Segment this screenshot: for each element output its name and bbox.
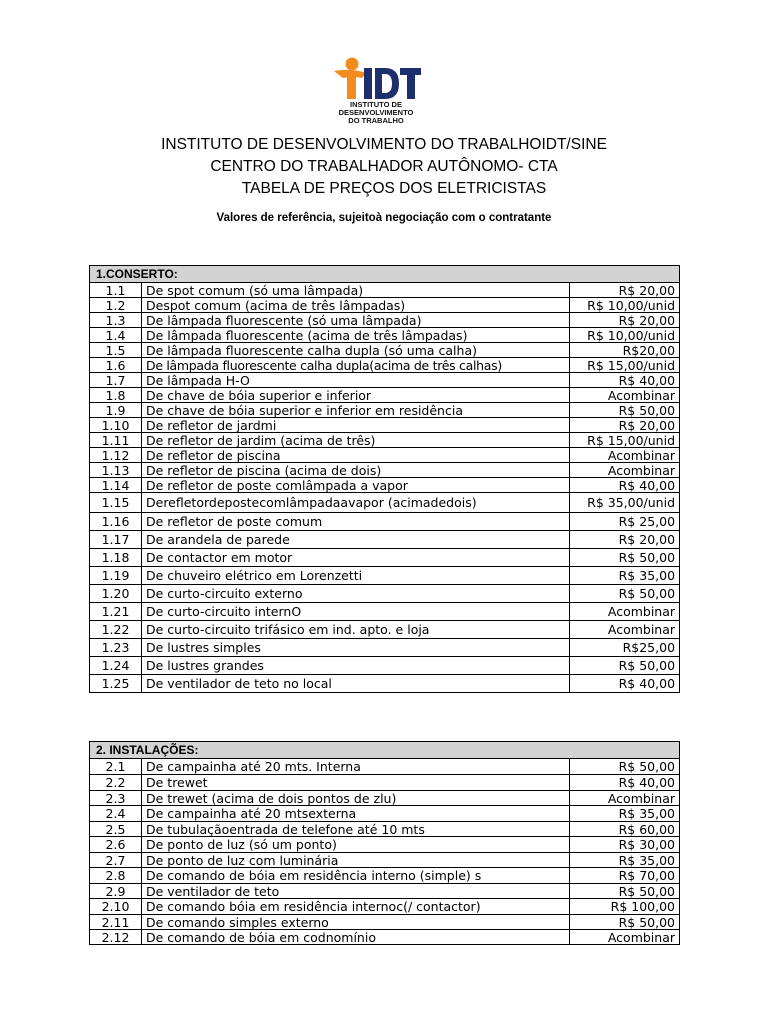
item-number: 1.25	[90, 675, 142, 693]
item-number: 2.8	[90, 868, 142, 884]
table-row	[90, 791, 680, 806]
item-price: R$ 20,00	[570, 313, 680, 328]
item-price: Acombinar	[570, 388, 680, 403]
item-description: De curto-circuito externo	[142, 585, 570, 603]
item-number: 2.11	[90, 915, 142, 930]
table-row	[90, 433, 680, 448]
table-row	[90, 567, 680, 585]
table-row	[90, 313, 680, 328]
table-row	[90, 621, 680, 639]
table-row	[90, 915, 680, 930]
item-number: 2.12	[90, 930, 142, 945]
item-price: R$ 35,00	[570, 567, 680, 585]
item-number: 2.5	[90, 822, 142, 837]
item-description: De lâmpada H-O	[142, 373, 570, 388]
item-price: R$ 15,00/unid	[570, 433, 680, 448]
item-number: 1.9	[90, 403, 142, 418]
logo-caption-line: INSTITUTO DE	[350, 100, 402, 109]
item-description: De chuveiro elétrico em Lorenzetti	[142, 567, 570, 585]
item-price: R$ 100,00	[570, 899, 680, 915]
item-description: De comando de bóia em residência interno (simple) s	[142, 868, 570, 884]
item-number: 1.17	[90, 531, 142, 549]
item-description: De ponto de luz (só um ponto)	[142, 837, 570, 853]
item-price: R$ 30,00	[570, 837, 680, 853]
item-price: R$ 15,00/unid	[570, 358, 680, 373]
table-row	[90, 388, 680, 403]
logo-letters-icon	[364, 68, 421, 99]
item-number: 1.6	[90, 358, 142, 373]
section-header-row	[90, 266, 680, 283]
item-number: 2.6	[90, 837, 142, 853]
item-price: Acombinar	[570, 448, 680, 463]
table-row	[90, 418, 680, 433]
item-price: R$ 35,00	[570, 853, 680, 868]
item-number: 1.2	[90, 298, 142, 313]
table-row	[90, 639, 680, 657]
item-price: R$ 40,00	[570, 373, 680, 388]
item-price: R$ 70,00	[570, 868, 680, 884]
item-number: 1.1	[90, 283, 142, 298]
item-description: De lustres grandes	[142, 657, 570, 675]
item-description: De comando simples externo	[142, 915, 570, 930]
item-description: De refletor de poste comlâmpada a vapor	[142, 478, 570, 493]
section-header-row	[90, 742, 680, 759]
item-number: 2.7	[90, 853, 142, 868]
item-price: R$ 50,00	[570, 657, 680, 675]
item-description: De refletor de piscina	[142, 448, 570, 463]
table-row	[90, 478, 680, 493]
item-description: De trewet	[142, 775, 570, 791]
item-price: R$ 40,00	[570, 775, 680, 791]
table-row	[90, 493, 680, 513]
item-number: 1.11	[90, 433, 142, 448]
item-number: 1.12	[90, 448, 142, 463]
item-number: 1.7	[90, 373, 142, 388]
reference-note: Valores de referência, sujeitoà negociação com o contratante	[216, 212, 552, 224]
item-number: 2.2	[90, 775, 142, 791]
table-row	[90, 531, 680, 549]
table-row	[90, 759, 680, 775]
table-row	[90, 675, 680, 693]
item-description: De refletor de jardmi	[142, 418, 570, 433]
item-number: 1.13	[90, 463, 142, 478]
item-number: 1.8	[90, 388, 142, 403]
item-price: Acombinar	[570, 791, 680, 806]
item-price: R$ 40,00	[570, 675, 680, 693]
table-row	[90, 603, 680, 621]
item-description: De ponto de luz com luminária	[142, 853, 570, 868]
table-row	[90, 884, 680, 899]
table-row	[90, 403, 680, 418]
item-price: R$ 10,00/unid	[570, 298, 680, 313]
table-row	[90, 868, 680, 884]
item-description: De lâmpada fluorescente (só uma lâmpada)	[142, 313, 570, 328]
item-number: 2.10	[90, 899, 142, 915]
item-description: De lâmpada fluorescente calha dupla (só uma calha)	[142, 343, 570, 358]
logo-caption-line: DESENVOLVIMENTO	[338, 108, 414, 117]
center-title: CENTRO DO TRABALHADOR AUTÔNOMO- CTA	[210, 158, 558, 175]
item-description: De arandela de parede	[142, 531, 570, 549]
item-price: Acombinar	[570, 603, 680, 621]
item-number: 2.3	[90, 791, 142, 806]
logo-figure-icon	[334, 58, 367, 100]
item-description: De lustres simples	[142, 639, 570, 657]
item-description: De curto-circuito internO	[142, 603, 570, 621]
table-row	[90, 298, 680, 313]
item-price: R$ 50,00	[570, 915, 680, 930]
item-price: R$ 35,00	[570, 806, 680, 822]
item-number: 1.22	[90, 621, 142, 639]
item-price: Acombinar	[570, 463, 680, 478]
item-price: Acombinar	[570, 621, 680, 639]
item-number: 1.5	[90, 343, 142, 358]
item-description: De ventilador de teto	[142, 884, 570, 899]
item-price: R$ 20,00	[570, 531, 680, 549]
table-row	[90, 853, 680, 868]
table-row	[90, 585, 680, 603]
item-description: De curto-circuito trifásico em ind. apto. e loja	[142, 621, 570, 639]
table-row	[90, 549, 680, 567]
item-description: De campainha até 20 mtsexterna	[142, 806, 570, 822]
table-row	[90, 448, 680, 463]
item-description: De contactor em motor	[142, 549, 570, 567]
item-number: 1.15	[90, 493, 142, 513]
item-description: De trewet (acima de dois pontos de zlu)	[142, 791, 570, 806]
item-number: 1.18	[90, 549, 142, 567]
item-description: De tubulaçãoentrada de telefone até 10 mts	[142, 822, 570, 837]
table-row	[90, 930, 680, 945]
table-row	[90, 899, 680, 915]
table-title: TABELA DE PREÇOS DOS ELETRICISTAS	[241, 180, 547, 197]
item-number: 2.9	[90, 884, 142, 899]
table-row	[90, 463, 680, 478]
item-description: De comando bóia em residência internoc(/ contactor)	[142, 899, 570, 915]
item-number: 1.20	[90, 585, 142, 603]
item-price: R$20,00	[570, 343, 680, 358]
item-description: De comando de bóia em codnomínio	[142, 930, 570, 945]
item-number: 1.21	[90, 603, 142, 621]
instalacoes-table	[89, 741, 680, 945]
item-description: De refletor de jardim (acima de três)	[142, 433, 570, 448]
item-description: De refletor de piscina (acima de dois)	[142, 463, 570, 478]
table-row	[90, 837, 680, 853]
table-row	[90, 283, 680, 298]
item-price: R$ 35,00/unid	[570, 493, 680, 513]
item-price: R$ 25,00	[570, 513, 680, 531]
item-description: De chave de bóia superior e inferior	[142, 388, 570, 403]
item-price: R$ 20,00	[570, 418, 680, 433]
item-number: 2.4	[90, 806, 142, 822]
item-price: R$ 50,00	[570, 884, 680, 899]
item-number: 1.23	[90, 639, 142, 657]
institute-title: INSTITUTO DE DESENVOLVIMENTO DO TRABALHOIDT/SINE	[161, 136, 607, 153]
item-price: R$ 50,00	[570, 549, 680, 567]
item-price: R$25,00	[570, 639, 680, 657]
table-row	[90, 806, 680, 822]
table-row	[90, 373, 680, 388]
item-number: 1.19	[90, 567, 142, 585]
item-description: De chave de bóia superior e inferior em residência	[142, 403, 570, 418]
section-title: 2. INSTALAÇÕES:	[90, 742, 680, 759]
item-description: Despot comum (acima de três lâmpadas)	[142, 298, 570, 313]
item-price: R$ 50,00	[570, 759, 680, 775]
item-description: De campainha até 20 mts. Interna	[142, 759, 570, 775]
table-row	[90, 358, 680, 373]
item-description: De spot comum (só uma lâmpada)	[142, 283, 570, 298]
item-price: R$ 50,00	[570, 403, 680, 418]
item-description: De ventilador de teto no local	[142, 675, 570, 693]
item-price: R$ 10,00/unid	[570, 328, 680, 343]
item-description: Derefletordepostecomlâmpadaavapor (acimadedois)	[142, 493, 570, 513]
logo-caption	[336, 101, 416, 125]
item-number: 2.1	[90, 759, 142, 775]
table-row	[90, 775, 680, 791]
table-row	[90, 513, 680, 531]
item-description: De lâmpada fluorescente (acima de três lâmpadas)	[142, 328, 570, 343]
item-number: 1.10	[90, 418, 142, 433]
item-price: Acombinar	[570, 930, 680, 945]
table-row	[90, 657, 680, 675]
item-description: De lâmpada fluorescente calha dupla(acima de três calhas)	[142, 358, 570, 373]
table-row	[90, 343, 680, 358]
item-number: 1.14	[90, 478, 142, 493]
item-number: 1.3	[90, 313, 142, 328]
item-number: 1.16	[90, 513, 142, 531]
item-price: R$ 40,00	[570, 478, 680, 493]
item-number: 1.24	[90, 657, 142, 675]
logo-caption-line: DO TRABALHO	[348, 116, 404, 125]
table-row	[90, 328, 680, 343]
section-title: 1.CONSERTO:	[90, 266, 680, 283]
item-price: R$ 20,00	[570, 283, 680, 298]
item-price: R$ 60,00	[570, 822, 680, 837]
item-price: R$ 50,00	[570, 585, 680, 603]
table-row	[90, 822, 680, 837]
item-number: 1.4	[90, 328, 142, 343]
conserto-table	[89, 265, 680, 693]
item-description: De refletor de poste comum	[142, 513, 570, 531]
